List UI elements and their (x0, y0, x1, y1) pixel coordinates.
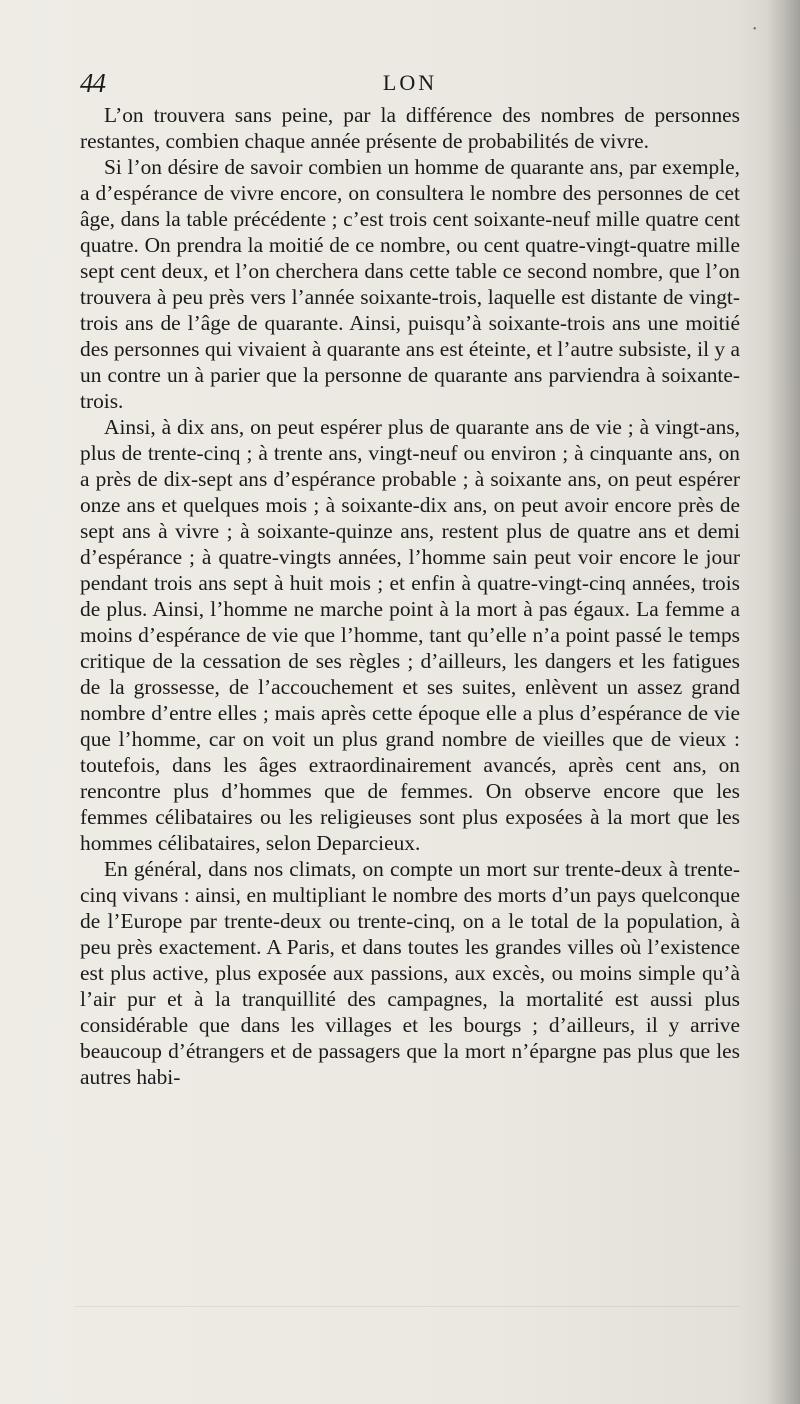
paragraph: Si l’on désire de savoir combien un homme de quarante ans, par exemple, a d’espérance de vivre encore, on consultera le nombre des personnes de cet âge, dans la table précédente ; c’est trois cent soixante-neuf mille quatre cent quatre. On prendra la moitié de ce nombre, ou cent quatre-vingt-quatre mille sept cent deux, et l’on cherchera dans cette table ce second nombre, que l’on trouvera à peu près vers l’année soixante-trois, laquelle est distante de vingt-trois ans de l’âge de quarante. Ainsi, puisqu’à soixante-trois ans une moitié des personnes qui vivaient à quarante ans est éteinte, et l’autre subsiste, il y a un contre un à parier que la personne de quarante ans parviendra à soixante-trois. (80, 155, 740, 413)
paragraph: Ainsi, à dix ans, on peut espérer plus de quarante ans de vie ; à vingt-ans, plus de trente-cinq ; à trente ans, vingt-neuf ou environ ; à cinquante ans, on a près de dix-sept ans d’espérance probable ; à soixante ans, on peut espérer onze ans et quelques mois ; à soixante-dix ans, on peut avoir encore près de sept ans à vivre ; à soixante-quinze ans, restent plus de quatre ans et demi d’espérance ; à quatre-vingts années, l’homme sain peut voir encore le jour pendant trois ans sept à huit mois ; et enfin à quatre-vingt-cinq années, trois de plus. Ainsi, l’homme ne marche point à la mort à pas égaux. La femme a moins d’espérance de vie que l’homme, tant qu’elle n’a point passé le temps critique de la cessation de ses règles ; d’ailleurs, les dangers et les fatigues de la grossesse, de l’accouchement et ses suites, enlèvent un assez grand nombre d’entre elles ; mais après cette époque elle a plus d’espérance de vie que l’homme, car on voit un plus grand nombre de vieilles que de vieux : toutefois, dans les âges extraordinairement avancés, après cent ans, on rencontre plus d’hommes que de femmes. On observe encore que les femmes célibataires ou les religieuses sont plus exposées à la mort que les hommes célibataires, selon Deparcieux. (80, 415, 740, 855)
corner-blemish-mark: · (751, 18, 758, 40)
running-head (80, 68, 740, 102)
paragraph: L’on trouvera sans peine, par la différence des nombres de personnes restantes, combien chaque année présente de probabilités de vivre. (80, 103, 740, 153)
running-title: LON (382, 70, 438, 95)
binding-shadow (766, 0, 800, 1404)
paragraph: En général, dans nos climats, on compte un mort sur trente-deux à trente-cinq vivans : ainsi, en multipliant le nombre des morts d’un pays quelconque de l’Europe par trente-deux ou trente-cinq, on a le total de la population, à peu près exactement. A Paris, et dans toutes les grandes villes où l’existence est plus active, plus exposée aux passions, aux excès, ou moins simple qu’à l’air pur et à la tranquillité des campagnes, la mortalité est aussi plus considérable que dans les villages et les bourgs ; d’ailleurs, il y arrive beaucoup d’étrangers et de passagers que la mort n’épargne pas plus que les autres habi- (80, 857, 740, 1089)
page-number: 44 (80, 68, 105, 98)
page-bottom-edge (74, 1306, 740, 1307)
body-text (80, 102, 740, 1090)
